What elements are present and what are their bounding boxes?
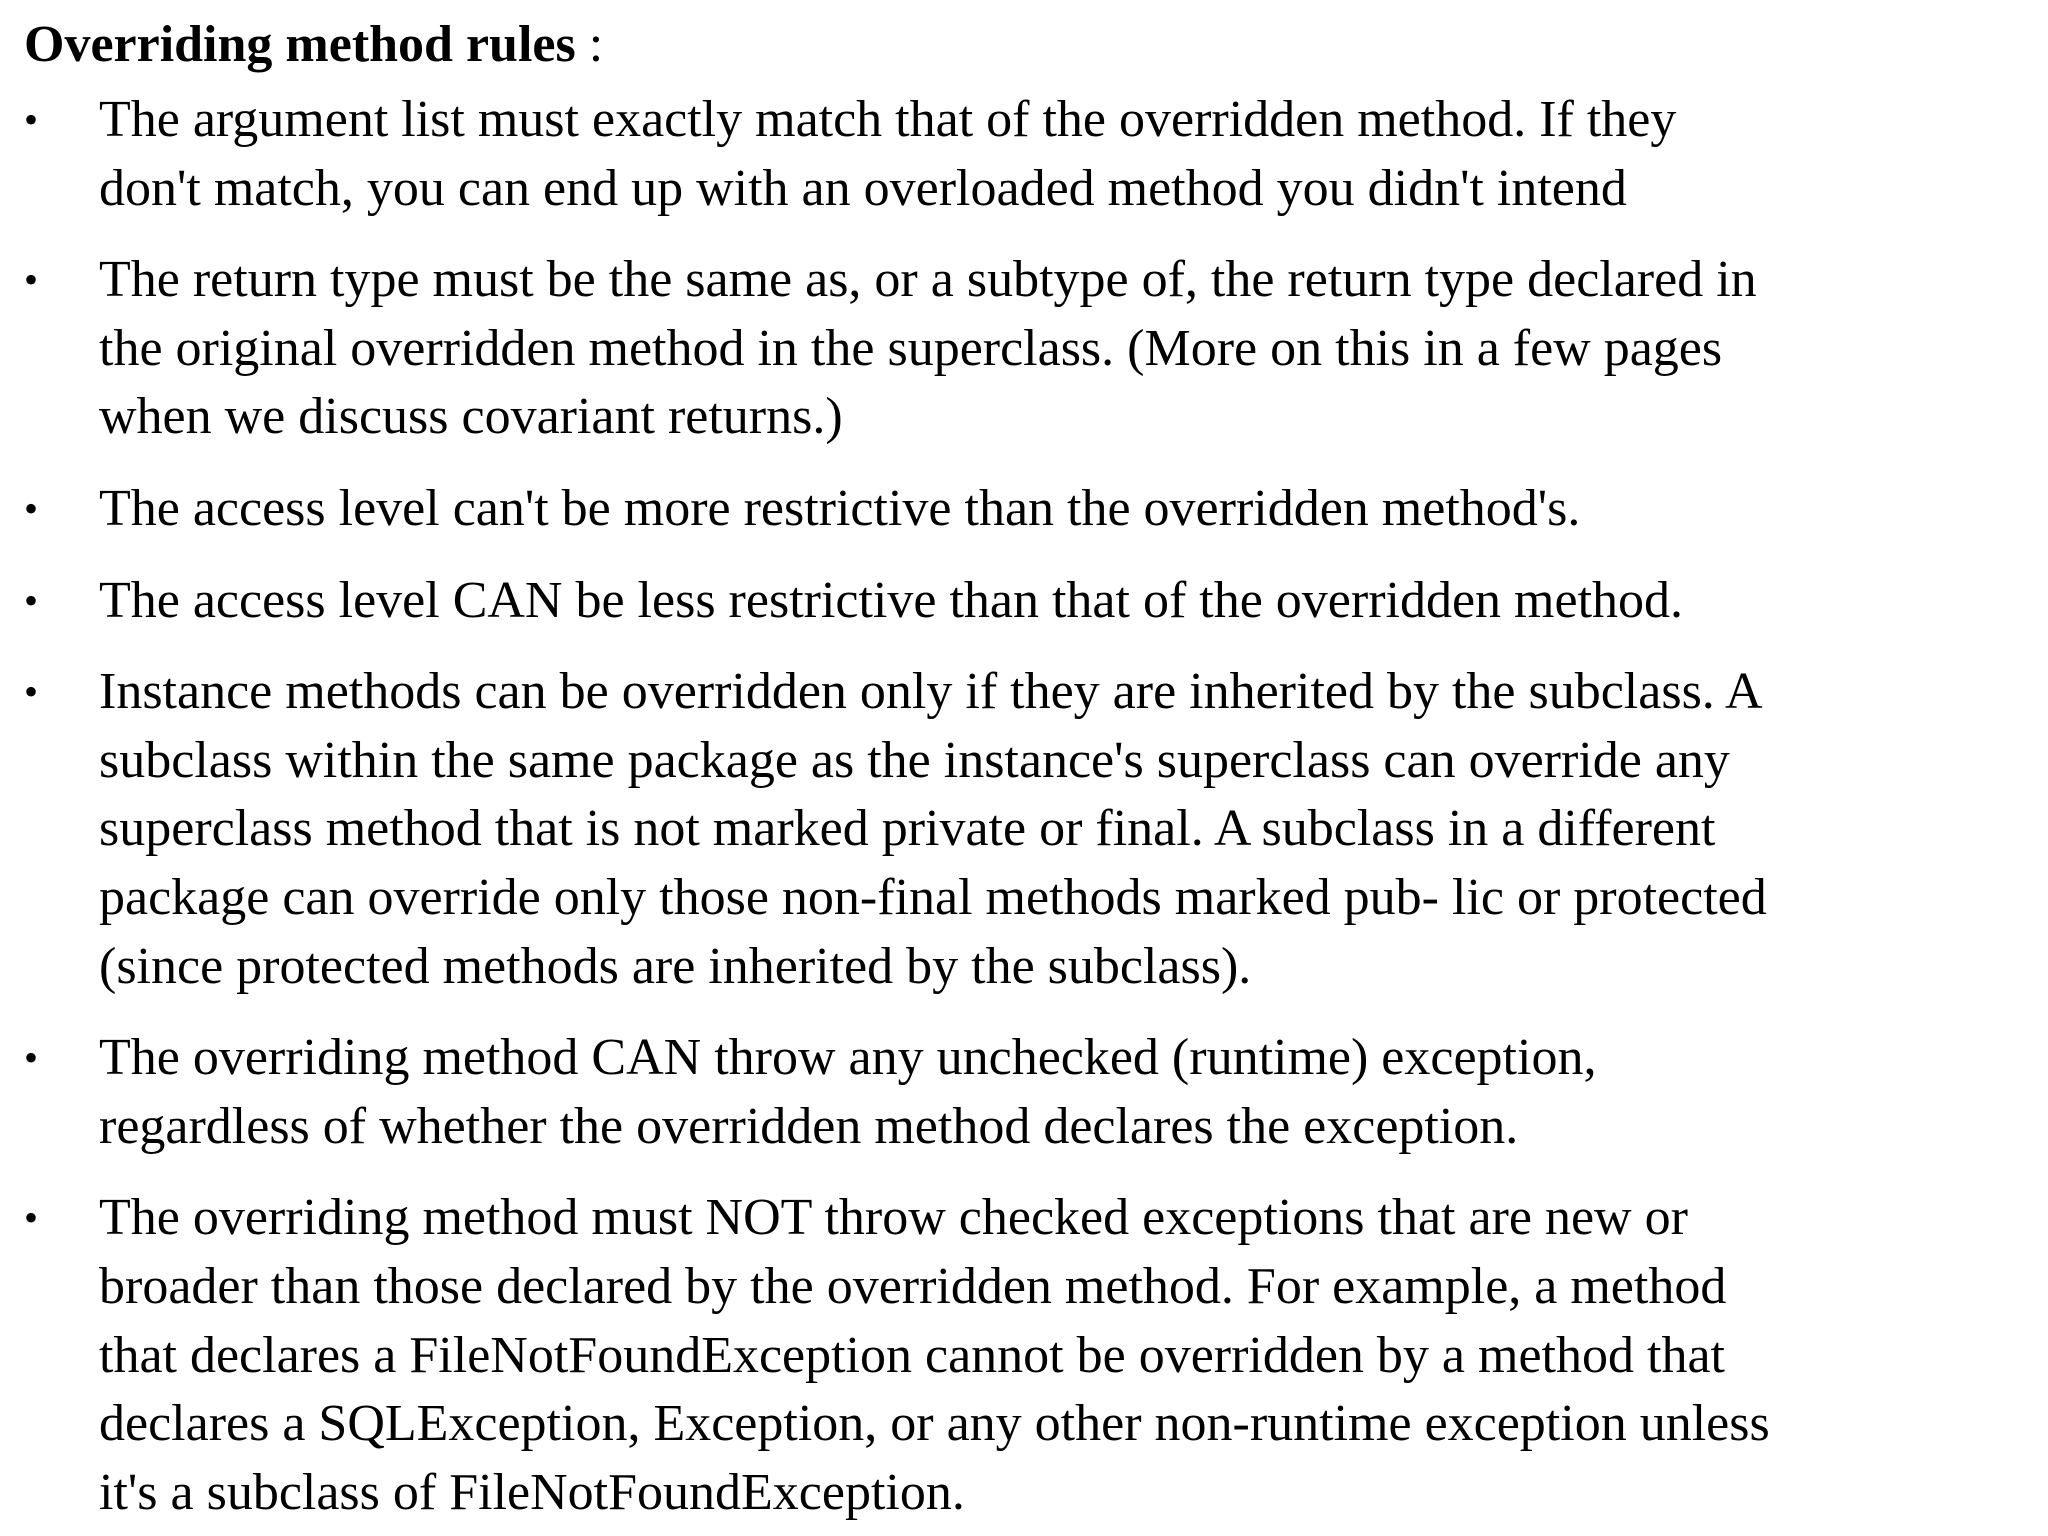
rule-line: regardless of whether the overridden method declares the exception. [99, 1097, 1519, 1155]
rule-line: superclass method that is not marked private or final. A subclass in a different [99, 800, 1716, 858]
rule-line: broader than those declared by the overridden method. For example, a method [99, 1257, 1727, 1315]
rule-line: The overriding method must NOT throw checked exceptions that are new or [99, 1189, 1688, 1247]
rule-line: declares a SQLException, Exception, or any other non-runtime exception unless [99, 1395, 1770, 1453]
heading-title: Overriding method rules [24, 16, 576, 73]
list-item [24, 1024, 2024, 1161]
rule-line: (since protected methods are inherited by the subclass). [99, 937, 1252, 995]
rule-line: that declares a FileNotFoundException cannot be overridden by a method that [99, 1326, 1725, 1384]
rule-line: Instance methods can be overridden only if they are inherited by the subclass. A [99, 663, 1763, 721]
bullet-icon: • [24, 1195, 39, 1241]
bullet-icon: • [24, 669, 39, 715]
list-item [24, 567, 2024, 636]
rule-text [99, 246, 2024, 452]
rule-text [99, 475, 2024, 544]
rule-line: The access level CAN be less restrictive than that of the overridden method. [99, 571, 1684, 629]
bullet-icon: • [24, 257, 39, 303]
rule-line: The overriding method CAN throw any unchecked (runtime) exception, [99, 1029, 1597, 1087]
rule-text [99, 658, 2024, 1001]
rule-line: it's a subclass of FileNotFoundException. [99, 1463, 965, 1521]
rule-text [99, 1024, 2024, 1161]
list-item [24, 246, 2024, 452]
list-item [24, 86, 2024, 223]
rules-list [24, 86, 2024, 1527]
bullet-icon: • [24, 97, 39, 142]
rule-text [99, 1184, 2024, 1527]
rule-line: The return type must be the same as, or a subtype of, the return type declared in [99, 251, 1757, 309]
list-item [24, 658, 2024, 1001]
rule-text [99, 567, 2024, 636]
rule-line: The argument list must exactly match that of the overridden method. If they [99, 91, 1677, 148]
heading-suffix: : [575, 16, 604, 73]
rule-line: don't match, you can end up with an overloaded method you didn't intend [99, 159, 1627, 217]
page-title [24, 10, 2024, 80]
bullet-icon: • [24, 485, 39, 531]
rule-line: when we discuss covariant returns.) [99, 388, 843, 446]
list-item [24, 1184, 2024, 1527]
rule-line: the original overridden method in the superclass. (More on this in a few pages [99, 319, 1723, 377]
bullet-icon: • [24, 577, 39, 623]
rule-line: subclass within the same package as the instance's superclass can override any [99, 731, 1730, 789]
rule-line: package can override only those non-final methods marked pub- lic or protected [99, 868, 1767, 926]
bullet-icon: • [24, 1035, 39, 1081]
rule-line: The access level can't be more restrictive than the overridden method's. [99, 479, 1581, 537]
list-item [24, 475, 2024, 544]
rule-text [99, 86, 2024, 223]
